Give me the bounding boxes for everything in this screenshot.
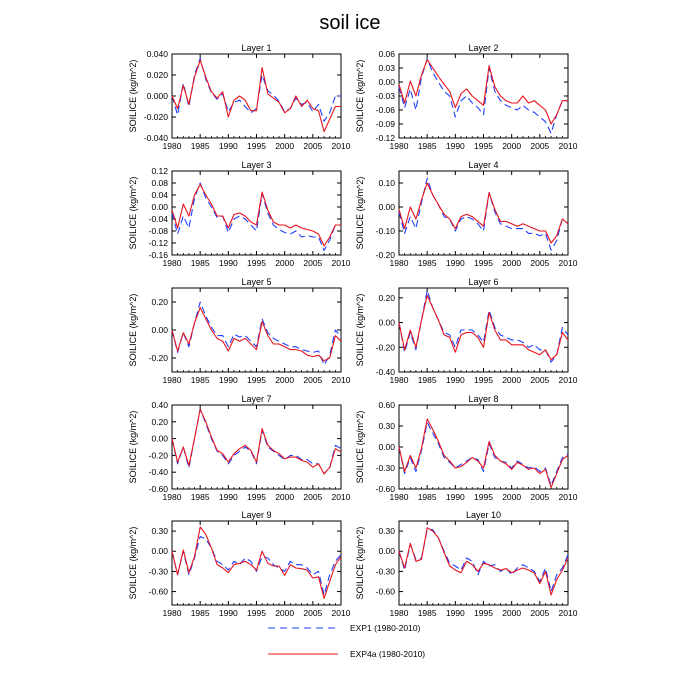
x-tick-label: 1980	[389, 608, 409, 618]
x-tick-label: 2005	[303, 141, 323, 151]
y-tick-label: 0.30	[151, 526, 168, 537]
panel-title-layer-4: Layer 4	[468, 160, 499, 170]
y-axis-label: SOILICE (kg/m^2)	[128, 59, 138, 133]
y-tick-label: 0.60	[378, 400, 395, 410]
y-tick-label: 0.00	[151, 433, 168, 444]
x-tick-label: 1995	[474, 258, 493, 268]
x-tick-label: 1980	[389, 492, 409, 502]
x-tick-label: 2000	[275, 141, 295, 151]
panel-title-layer-2: Layer 2	[468, 43, 499, 53]
y-tick-label: 0.20	[151, 416, 168, 427]
x-tick-label: 1990	[445, 492, 465, 502]
panel-layer-8	[355, 394, 578, 502]
x-tick-label: 2010	[558, 141, 578, 151]
y-tick-label: -0.30	[148, 566, 168, 577]
panel-layer-1	[128, 43, 351, 151]
x-tick-label: 2000	[275, 608, 295, 618]
panel-layer-6	[355, 277, 578, 385]
x-tick-label: 1980	[162, 492, 182, 502]
y-tick-label: -0.040	[143, 133, 168, 143]
y-tick-label: 0.20	[151, 297, 168, 307]
x-tick-label: 1985	[417, 492, 437, 502]
plot-frame	[399, 171, 568, 255]
y-tick-label: -0.40	[375, 367, 395, 377]
plot-frame	[172, 171, 341, 255]
x-tick-label: 2000	[275, 492, 295, 502]
plot-frame	[399, 405, 568, 489]
series-line-exp1	[399, 291, 568, 363]
legend-label-exp1: EXP1 (1980-2010)	[350, 623, 421, 633]
x-tick-label: 1990	[445, 141, 465, 151]
y-axis-label: SOILICE (kg/m^2)	[128, 293, 138, 367]
panel-title-layer-9: Layer 9	[241, 510, 272, 520]
figure-title: soil ice	[319, 12, 381, 34]
series-line-exp1	[172, 183, 341, 251]
y-tick-label: -0.60	[148, 484, 168, 494]
x-tick-label: 1985	[190, 608, 210, 618]
y-tick-label: -0.20	[148, 353, 168, 363]
plot-frame	[172, 288, 341, 372]
y-tick-label: -0.20	[375, 342, 395, 353]
x-tick-label: 1990	[445, 258, 465, 268]
x-tick-label: 2000	[502, 492, 522, 502]
x-tick-label: 1980	[162, 608, 182, 618]
panel-title-layer-3: Layer 3	[241, 160, 272, 170]
series-line-exp1	[172, 537, 341, 595]
y-axis-label: SOILICE (kg/m^2)	[355, 526, 365, 600]
y-tick-label: -0.09	[375, 119, 395, 129]
x-tick-label: 1990	[445, 608, 465, 618]
panel-layer-9	[128, 510, 351, 618]
x-tick-label: 2005	[303, 375, 323, 385]
x-tick-label: 1980	[389, 258, 409, 268]
y-tick-label: -0.60	[148, 586, 168, 597]
x-tick-label: 1990	[445, 375, 465, 385]
series-line-exp1	[399, 178, 568, 250]
series-line-exp4a	[399, 419, 568, 488]
x-tick-label: 2000	[275, 258, 295, 268]
x-tick-label: 1985	[190, 375, 210, 385]
x-tick-label: 1980	[162, 141, 182, 151]
x-tick-label: 2010	[558, 492, 578, 502]
y-axis-label: SOILICE (kg/m^2)	[355, 410, 365, 484]
x-tick-label: 1995	[247, 258, 266, 268]
y-tick-label: -0.06	[375, 105, 395, 115]
x-tick-label: 2010	[558, 375, 578, 385]
x-tick-label: 1995	[247, 608, 266, 618]
series-line-exp1	[399, 530, 568, 592]
x-tick-label: 2000	[502, 375, 522, 385]
y-tick-label: -0.40	[148, 467, 168, 478]
y-tick-label: -0.08	[148, 226, 168, 236]
y-tick-label: 0.00	[378, 546, 395, 557]
y-tick-label: 0.12	[151, 166, 168, 176]
legend-label-exp4a: EXP4a (1980-2010)	[350, 649, 426, 659]
x-tick-label: 1990	[218, 375, 238, 385]
y-tick-label: 0.020	[146, 70, 168, 80]
y-tick-label: -0.03	[375, 91, 395, 101]
x-tick-label: 1995	[474, 608, 493, 618]
series-line-exp4a	[172, 60, 341, 131]
legend	[268, 623, 425, 659]
y-tick-label: 0.00	[378, 317, 395, 328]
panel-title-layer-5: Layer 5	[241, 277, 272, 287]
x-tick-label: 1985	[417, 375, 437, 385]
y-tick-label: 0.30	[378, 421, 395, 431]
x-tick-label: 2010	[331, 608, 351, 618]
panel-layer-7	[128, 394, 351, 502]
y-tick-label: -0.20	[375, 250, 395, 260]
y-tick-label: 0.00	[378, 77, 395, 87]
x-tick-label: 2010	[558, 258, 578, 268]
x-tick-label: 1985	[417, 141, 437, 151]
x-tick-label: 2005	[530, 608, 550, 618]
x-tick-label: 1995	[247, 492, 266, 502]
x-tick-label: 1990	[218, 141, 238, 151]
panel-layer-2	[355, 43, 578, 151]
panel-grid	[128, 43, 578, 618]
panel-layer-10	[355, 510, 578, 618]
series-line-exp4a	[172, 527, 341, 598]
x-tick-label: 1985	[190, 258, 210, 268]
panel-title-layer-10: Layer 10	[465, 510, 502, 520]
x-tick-label: 1980	[162, 258, 182, 268]
x-tick-label: 2005	[303, 492, 323, 502]
panel-layer-3	[128, 160, 351, 268]
y-tick-label: -0.60	[375, 586, 395, 597]
y-tick-label: 0.00	[151, 325, 168, 335]
x-tick-label: 1980	[389, 375, 409, 385]
y-tick-label: 0.00	[378, 442, 395, 452]
panel-layer-4	[355, 160, 578, 268]
x-tick-label: 1990	[218, 492, 238, 502]
x-tick-label: 1995	[474, 492, 493, 502]
panel-title-layer-6: Layer 6	[468, 277, 499, 287]
x-tick-label: 1985	[417, 258, 437, 268]
x-tick-label: 1995	[247, 375, 266, 385]
x-tick-label: 2010	[331, 375, 351, 385]
y-tick-label: 0.10	[378, 178, 395, 188]
series-line-exp4a	[399, 183, 568, 243]
x-tick-label: 2005	[530, 141, 550, 151]
y-axis-label: SOILICE (kg/m^2)	[128, 176, 138, 250]
y-tick-label: -0.30	[375, 566, 395, 577]
y-tick-label: 0.000	[146, 91, 168, 101]
x-tick-label: 2000	[275, 375, 295, 385]
y-axis-label: SOILICE (kg/m^2)	[355, 59, 365, 133]
x-tick-label: 1985	[190, 492, 210, 502]
y-tick-label: 0.040	[146, 49, 168, 59]
y-tick-label: -0.30	[375, 463, 395, 473]
x-tick-label: 2005	[530, 375, 550, 385]
x-tick-label: 1980	[389, 141, 409, 151]
y-axis-label: SOILICE (kg/m^2)	[355, 293, 365, 367]
y-tick-label: -0.16	[148, 250, 168, 260]
panel-layer-5	[128, 277, 351, 385]
x-tick-label: 2000	[502, 608, 522, 618]
y-tick-label: 0.30	[378, 526, 395, 537]
x-tick-label: 2005	[530, 258, 550, 268]
series-line-exp1	[172, 409, 341, 474]
x-tick-label: 2005	[530, 492, 550, 502]
y-tick-label: 0.00	[151, 546, 168, 557]
plot-frame	[172, 521, 341, 605]
y-tick-label: 0.06	[378, 49, 395, 59]
plot-frame	[172, 405, 341, 489]
series-line-exp4a	[172, 308, 341, 361]
y-tick-label: 0.00	[151, 202, 168, 212]
panel-title-layer-8: Layer 8	[468, 394, 499, 404]
y-axis-label: SOILICE (kg/m^2)	[128, 526, 138, 600]
y-tick-label: 0.20	[378, 292, 395, 303]
y-tick-label: -0.10	[375, 226, 395, 236]
x-tick-label: 1990	[218, 608, 238, 618]
y-axis-label: SOILICE (kg/m^2)	[355, 176, 365, 250]
y-tick-label: -0.12	[148, 238, 168, 248]
y-tick-label: -0.04	[148, 214, 168, 224]
x-tick-label: 1995	[474, 375, 493, 385]
x-tick-label: 1990	[218, 258, 238, 268]
y-axis-label: SOILICE (kg/m^2)	[128, 410, 138, 484]
x-tick-label: 2005	[303, 608, 323, 618]
y-tick-label: 0.03	[378, 63, 395, 73]
x-tick-label: 2000	[502, 141, 522, 151]
y-tick-label: -0.12	[375, 133, 395, 143]
x-tick-label: 1995	[474, 141, 493, 151]
x-tick-label: 2000	[502, 258, 522, 268]
y-tick-label: -0.20	[148, 450, 168, 461]
x-tick-label: 2005	[303, 258, 323, 268]
x-tick-label: 2010	[331, 258, 351, 268]
x-tick-label: 1995	[247, 141, 266, 151]
y-tick-label: 0.40	[151, 400, 168, 410]
x-tick-label: 1985	[417, 608, 437, 618]
x-tick-label: 2010	[331, 141, 351, 151]
x-tick-label: 1980	[162, 375, 182, 385]
series-line-exp4a	[172, 185, 341, 247]
x-tick-label: 2010	[331, 492, 351, 502]
x-tick-label: 2010	[558, 608, 578, 618]
panel-title-layer-1: Layer 1	[241, 43, 272, 53]
y-tick-label: 0.04	[151, 190, 168, 200]
y-tick-label: -0.020	[143, 112, 168, 122]
y-tick-label: -0.60	[375, 484, 395, 494]
plot-frame	[399, 288, 568, 372]
panel-title-layer-7: Layer 7	[241, 394, 272, 404]
x-tick-label: 1985	[190, 141, 210, 151]
y-tick-label: 0.08	[151, 178, 168, 188]
y-tick-label: 0.00	[378, 202, 395, 212]
series-line-exp1	[399, 59, 568, 134]
